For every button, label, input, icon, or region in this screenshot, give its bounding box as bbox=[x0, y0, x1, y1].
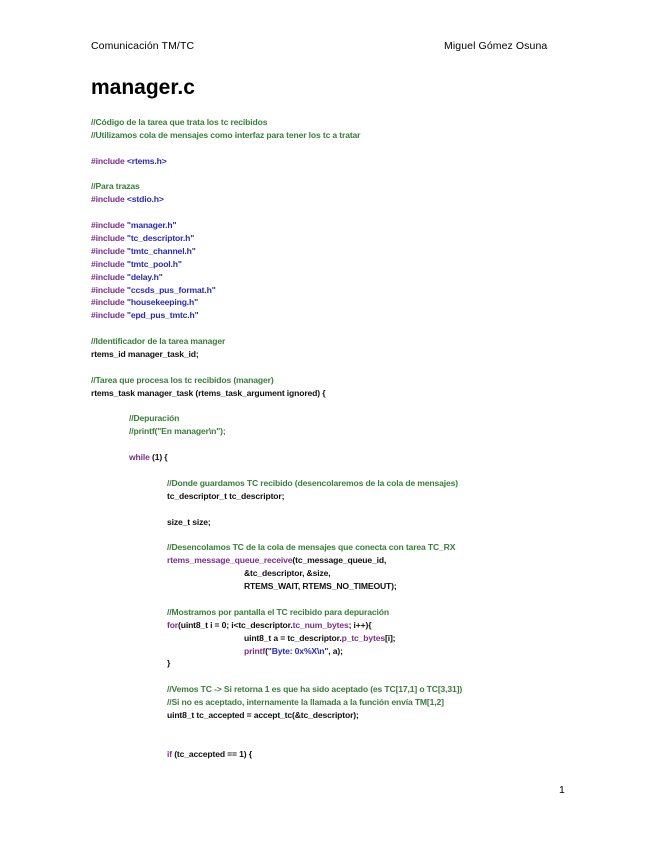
code-line bbox=[91, 309, 615, 322]
code-token: #include bbox=[91, 310, 127, 321]
code-line bbox=[91, 657, 615, 670]
code-line bbox=[91, 155, 615, 168]
code-line bbox=[91, 425, 615, 438]
code-line bbox=[91, 412, 615, 425]
code-token: #include bbox=[91, 297, 127, 308]
code-token: <rtems.h> bbox=[126, 155, 167, 166]
code-token: rtems_message_queue_receive bbox=[167, 555, 293, 566]
code-line bbox=[91, 258, 615, 271]
code-line bbox=[91, 387, 615, 400]
code-line bbox=[91, 180, 615, 193]
code-token: //Depuración bbox=[129, 413, 180, 424]
code-line bbox=[91, 709, 615, 722]
code-token: uint8_t a = tc_descriptor. bbox=[244, 632, 342, 643]
code-token: //Donde guardamos TC recibido (desencolaremos de la cola de mensajes) bbox=[167, 477, 458, 488]
code-token: #include bbox=[91, 220, 127, 231]
code-token: #include bbox=[91, 155, 127, 166]
code-token: "delay.h" bbox=[126, 271, 163, 282]
code-token: "tc_descriptor.h" bbox=[126, 233, 195, 244]
code-line bbox=[91, 529, 615, 542]
code-token: //Código de la tarea que trata los tc recibidos bbox=[91, 117, 268, 127]
code-token: <stdio.h> bbox=[126, 194, 164, 205]
code-line bbox=[91, 168, 615, 181]
code-line bbox=[91, 400, 615, 413]
code-token: , a); bbox=[328, 645, 343, 656]
code-token: for bbox=[167, 619, 179, 630]
code-line bbox=[91, 606, 615, 619]
code-line bbox=[91, 296, 615, 309]
code-token: #include bbox=[91, 271, 127, 282]
code-line bbox=[91, 322, 615, 335]
code-token: (uint8_t i = 0; i<tc_descriptor. bbox=[178, 619, 293, 630]
code-token: //Utilizamos cola de mensajes como interfaz para tener los tc a tratar bbox=[91, 129, 361, 140]
page-title: manager.c bbox=[91, 76, 195, 99]
code-line bbox=[91, 232, 615, 245]
code-token: //printf("En manager\n"); bbox=[129, 426, 226, 437]
code-token: #include bbox=[91, 258, 127, 269]
header-left: Comunicación TM/TC bbox=[91, 40, 195, 52]
code-token: [i]; bbox=[385, 632, 396, 643]
code-token: //Desencolamos TC de la cola de mensajes que conecta con tarea TC_RX bbox=[167, 542, 456, 553]
code-token: (tc_accepted == 1) { bbox=[171, 748, 252, 759]
code-listing bbox=[91, 116, 615, 761]
code-line bbox=[91, 670, 615, 683]
code-token: //Mostramos por pantalla el TC recibido para depuración bbox=[167, 606, 389, 617]
code-token: //Si no es aceptado, internamente la llamada a la función envía TM[1,2] bbox=[167, 697, 444, 708]
code-token: //Tarea que procesa los tc recibidos (manager) bbox=[91, 374, 274, 385]
code-token: tc_descriptor_t tc_descriptor; bbox=[167, 490, 285, 501]
code-token: //Vemos TC -> Si retorna 1 es que ha sido aceptado (es TC[17,1] o TC[3,31]) bbox=[167, 684, 463, 695]
code-line bbox=[91, 554, 615, 567]
code-token: while bbox=[129, 452, 150, 463]
code-line bbox=[91, 219, 615, 232]
code-line bbox=[91, 206, 615, 219]
code-token: RTEMS_WAIT, RTEMS_NO_TIMEOUT); bbox=[244, 581, 397, 592]
code-token: uint8_t tc_accepted = accept_tc(&tc_descriptor); bbox=[167, 709, 359, 720]
code-line bbox=[91, 632, 615, 645]
code-token: "epd_pus_tmtc.h" bbox=[126, 310, 199, 321]
code-line bbox=[91, 645, 615, 658]
code-line bbox=[91, 451, 615, 464]
code-line bbox=[91, 735, 615, 748]
code-token: #include bbox=[91, 245, 127, 256]
code-token: printf bbox=[244, 645, 266, 656]
code-token: #include bbox=[91, 284, 127, 295]
code-line bbox=[91, 361, 615, 374]
code-line bbox=[91, 374, 615, 387]
code-line bbox=[91, 477, 615, 490]
code-line bbox=[91, 142, 615, 155]
code-line bbox=[91, 348, 615, 361]
code-token: "Byte: 0x%X\n" bbox=[267, 645, 329, 656]
code-line bbox=[91, 335, 615, 348]
code-line bbox=[91, 490, 615, 503]
code-token: "tmtc_pool.h" bbox=[126, 258, 182, 269]
code-token: //Para trazas bbox=[91, 181, 140, 192]
code-line bbox=[91, 503, 615, 516]
code-line bbox=[91, 271, 615, 284]
code-token: //Identificador de la tarea manager bbox=[91, 336, 226, 347]
code-token: "manager.h" bbox=[126, 220, 177, 231]
code-token: tc_num_bytes bbox=[292, 619, 349, 630]
header-right: Miguel Gómez Osuna bbox=[444, 40, 548, 52]
code-token: size_t size; bbox=[167, 516, 211, 527]
code-token: #include bbox=[91, 194, 127, 205]
code-token: ; i++){ bbox=[348, 619, 372, 630]
code-token: #include bbox=[91, 233, 127, 244]
code-line bbox=[91, 580, 615, 593]
code-line bbox=[91, 116, 615, 129]
code-line bbox=[91, 245, 615, 258]
code-token: "housekeeping.h" bbox=[126, 297, 199, 308]
code-line bbox=[91, 567, 615, 580]
code-line bbox=[91, 129, 615, 142]
code-line bbox=[91, 722, 615, 735]
code-line bbox=[91, 619, 615, 632]
code-token: p_tc_bytes bbox=[341, 632, 385, 643]
code-token: ( bbox=[265, 645, 268, 656]
code-token: "tmtc_channel.h" bbox=[126, 245, 196, 256]
code-token: (tc_message_queue_id, bbox=[292, 555, 387, 566]
code-token: &tc_descriptor, &size, bbox=[244, 568, 331, 579]
code-line bbox=[91, 516, 615, 529]
code-token: } bbox=[167, 658, 171, 669]
code-token: rtems_task manager_task (rtems_task_argument ignored) { bbox=[91, 387, 326, 398]
code-line bbox=[91, 464, 615, 477]
code-line bbox=[91, 696, 615, 709]
code-token: rtems_id manager_task_id; bbox=[91, 349, 199, 360]
code-line bbox=[91, 193, 615, 206]
code-token: "ccsds_pus_format.h" bbox=[126, 284, 216, 295]
code-line bbox=[91, 541, 615, 554]
code-line bbox=[91, 284, 615, 297]
code-line bbox=[91, 438, 615, 451]
code-token: if bbox=[167, 748, 172, 759]
code-token: (1) { bbox=[149, 452, 168, 463]
page-number: 1 bbox=[559, 784, 565, 796]
code-line bbox=[91, 593, 615, 606]
code-line bbox=[91, 748, 615, 761]
code-line bbox=[91, 683, 615, 696]
